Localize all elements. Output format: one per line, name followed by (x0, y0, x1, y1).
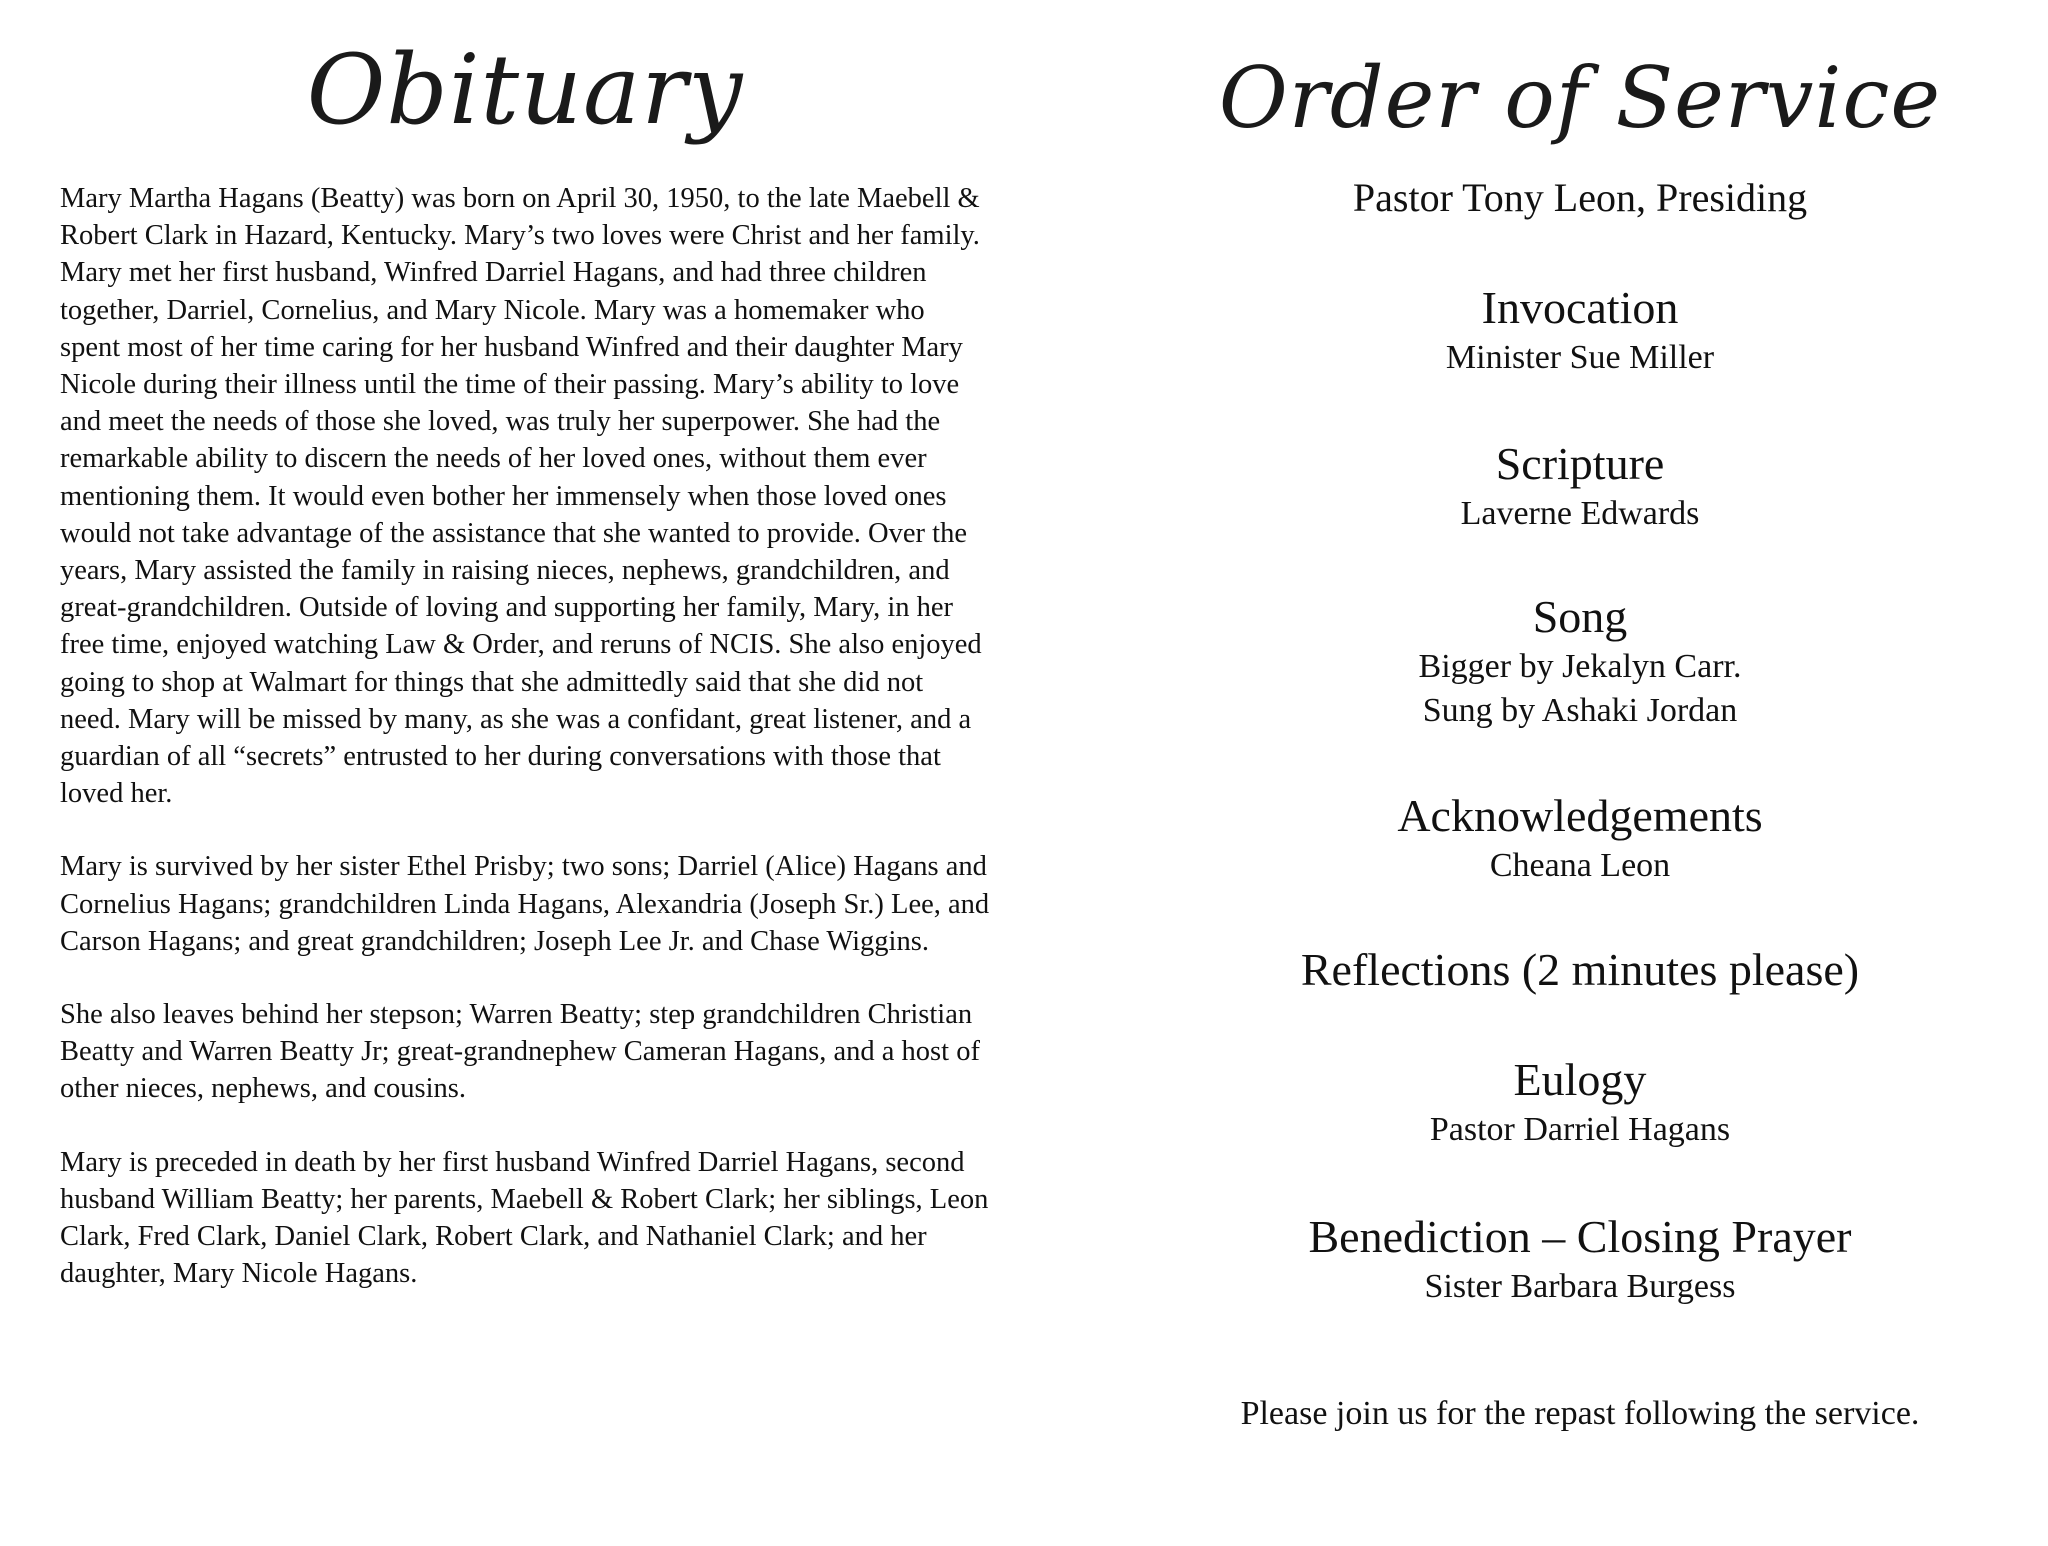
service-item-invocation (1140, 280, 2020, 380)
service-item-scripture (1140, 436, 2020, 536)
obituary-paragraph-biography: Mary Martha Hagans (Beatty) was born on April 30, 1950, to the late Maebell & Robert Clark in Hazard, Kentucky. Mary’s two loves were Christ and her family. Mary met her first husband, Winfred Darriel Hagans, and had three children together, Darriel, Cornelius, and Mary Nicole. Mary was a homemaker who spent most of her time caring for her husband Winfred and their daughter Mary Nicole during their illness until the time of their passing. Mary’s ability to love and meet the needs of those she loved, was truly her superpower. She had the remarkable ability to discern the needs of her loved ones, without them ever mentioning them. It would even bother her immensely when those loved ones would not take advantage of the assistance that she wanted to provide. Over the years, Mary assisted the family in raising nieces, nephews, grandchildren, and great-grandchildren. Outside of loving and supporting her family, Mary, in her free time, enjoyed watching Law & Order, and reruns of NCIS. She also enjoyed going to shop at Walmart for things that she admittedly said that she did not need. Mary will be missed by many, as she was a confidant, great listener, and a guardian of all “secrets” entrusted to her during conversations with those that loved her. (60, 183, 982, 810)
service-item-heading: Song (1532, 591, 1628, 642)
repast-note: Please join us for the repast following the service. (1240, 1395, 1920, 1432)
presiding-line: Pastor Tony Leon, Presiding (1352, 175, 1808, 220)
service-item-participant: Cheana Leon (1489, 847, 1671, 884)
service-item-participant: Sung by Ashaki Jordan (1422, 692, 1738, 729)
obituary-title: Obituary (306, 34, 744, 146)
service-item-heading: Invocation (1481, 282, 1679, 333)
service-item-participant: Laverne Edwards (1460, 495, 1700, 532)
obituary-paragraph-leaves-behind: She also leaves behind her stepson; Warren Beatty; step grandchildren Christian Beatty and Warren Beatty Jr; great-grandnephew Cameran Hagans, and a host of other nieces, nephews, and cousins. (60, 999, 980, 1105)
service-item-reflections (1140, 942, 2020, 998)
service-item-heading: Scripture (1495, 438, 1665, 489)
service-item-song (1140, 589, 2020, 733)
service-item-eulogy (1140, 1052, 2020, 1152)
service-item-heading: Acknowledgements (1397, 790, 1763, 841)
service-item-heading: Reflections (2 minutes please) (1300, 944, 1860, 995)
service-item-heading: Eulogy (1513, 1054, 1647, 1105)
service-item-benediction (1140, 1209, 2020, 1309)
obituary-paragraph-preceded-by: Mary is preceded in death by her first husband Winfred Darriel Hagans, second husband William Beatty; her parents, Maebell & Robert Clark; her siblings, Leon Clark, Fred Clark, Daniel Clark, Robert Clark, and Nathaniel Clark; and her daughter, Mary Nicole Hagans. (60, 1146, 989, 1290)
service-item-participant: Pastor Darriel Hagans (1429, 1111, 1731, 1148)
obituary-paragraph-survived-by: Mary is survived by her sister Ethel Prisby; two sons; Darriel (Alice) Hagans and Cornelius Hagans; grandchildren Linda Hagans, Alexandria (Joseph Sr.) Lee, and Carson Hagans; and great grandchildren; Joseph Lee Jr. and Chase Wiggins. (60, 851, 990, 957)
service-item-acknowledgements (1140, 788, 2020, 888)
obituary-body (60, 180, 990, 1328)
service-item-heading: Benediction – Closing Prayer (1308, 1211, 1852, 1262)
service-item-participant: Sister Barbara Burgess (1424, 1268, 1736, 1305)
order-of-service-title: Order of Service (1218, 49, 1942, 147)
service-item-song-title: Bigger by Jekalyn Carr. (1418, 648, 1742, 685)
service-item-participant: Minister Sue Miller (1445, 339, 1715, 376)
